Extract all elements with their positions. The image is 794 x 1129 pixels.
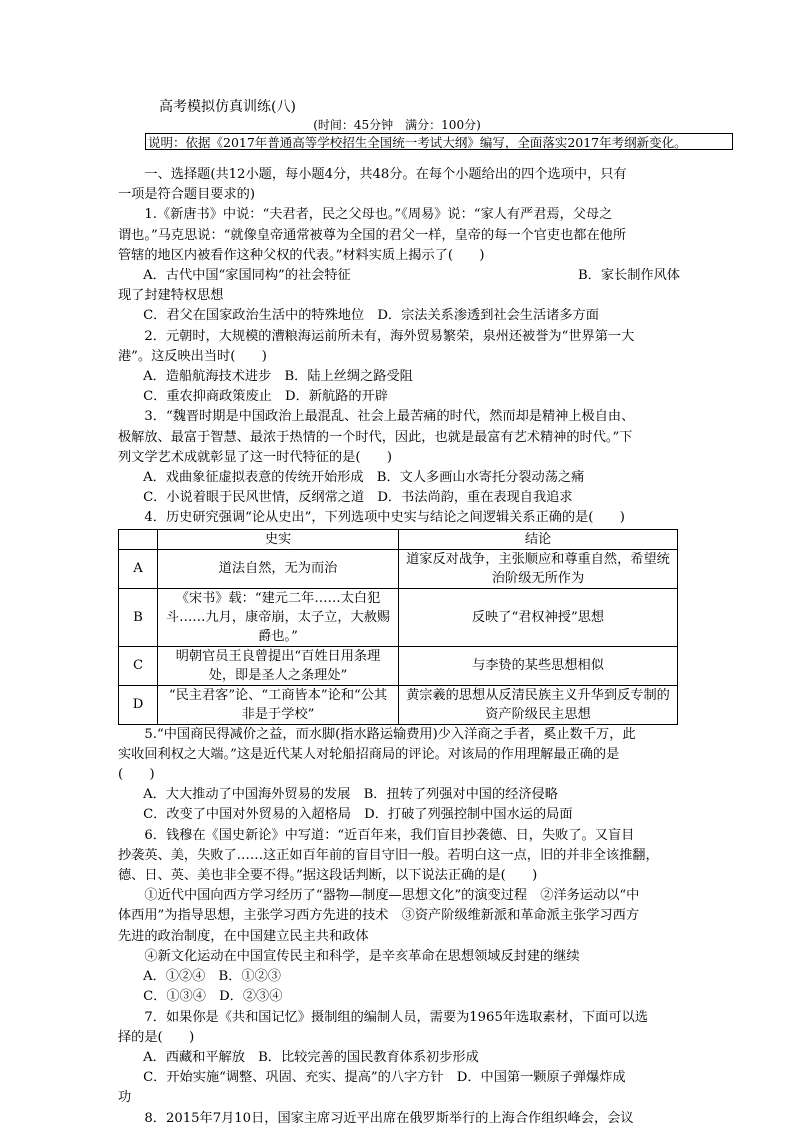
question-2-options-ab: A．造船航海技术进步 B．陆上丝绸之路受阻 <box>143 369 413 385</box>
question-1-stem: 谓也。”马克思说：“就像皇帝通常被尊为全国的君父一样，皇帝的每一个官吏也都在他所 <box>118 227 627 243</box>
row-conclusion: 黄宗羲的思想从反清民族主义升华到反专制的资产阶级民主思想 <box>399 685 678 724</box>
section-intro: 一、选择题(共12小题，每小题4分，共48分。在每个小题给出的四个选项中，只有 <box>144 167 627 182</box>
table-header-row <box>119 529 678 549</box>
question-7-stem: 7．如果你是《共和国记忆》摄制组的编制人员，需要为1965年选取素材，下面可以选 <box>144 1009 648 1025</box>
question-3-stem: 3．“魏晋时期是中国政治上最混乱、社会上最苦痛的时代，然而却是精神上极自由、 <box>144 409 635 425</box>
row-conclusion: 与李贽的某些思想相似 <box>399 646 678 685</box>
row-fact: 《宋书》载：“建元二年……太白犯斗……九月，康帝崩，太子立，大赦赐爵也。” <box>158 588 399 646</box>
question-3-options-ab: A．戏曲象征虚拟表意的传统开始形成 B．文人多画山水寄托分裂动荡之痛 <box>143 470 585 486</box>
row-label: B <box>119 588 158 646</box>
row-fact: 明朝官员王良曾提出“百姓日用条理处，即是圣人之条理处” <box>158 646 399 685</box>
row-conclusion: 道家反对战争，主张顺应和尊重自然，希望统治阶级无所作为 <box>399 549 678 588</box>
row-conclusion: 反映了“君权神授”思想 <box>399 588 678 646</box>
row-fact: “民主君客”论、“工商皆本”论和“公其非是于学校” <box>158 685 399 724</box>
option-b-continued: 现了封建特权思想 <box>118 288 224 304</box>
table-row <box>119 549 678 588</box>
question-5-stem: ( ) <box>118 767 155 783</box>
question-6-options-ab: A．①②④ B．①②③ <box>143 969 281 985</box>
table-header-blank <box>119 529 158 549</box>
question-6-options-cd: C．①③④ D．②③④ <box>143 989 283 1005</box>
question-7-options-continued: 功 <box>118 1090 132 1106</box>
question-3-stem: 列文学艺术成就彰显了这一时代特征的是( ) <box>118 449 393 465</box>
question-6-stem: 抄袭英、美，失败了……这正如百年前的盲目守旧一般。若明白这一点，旧的并非全该推翻， <box>118 847 659 863</box>
row-label: C <box>119 646 158 685</box>
history-table <box>118 529 678 725</box>
question-1-options <box>118 266 680 286</box>
table-row <box>119 588 678 646</box>
section-intro: 一项是符合题目要求的) <box>118 187 256 203</box>
question-5-options-cd: C．改变了中国对外贸易的入超格局 D．打破了列强控制中国水运的局面 <box>143 807 573 823</box>
question-2-options-cd: C．重农抑商政策废止 D．新航路的开辟 <box>143 389 388 405</box>
question-1-stem: 管辖的地区内被看作这种父权的代表。”材料实质上揭示了( ) <box>118 247 485 263</box>
question-6-stem: 德、日、英、美也非全要不得。”据这段话判断，以下说法正确的是( ) <box>118 868 538 884</box>
table-header-fact: 史实 <box>158 529 399 549</box>
row-label: A <box>119 549 158 588</box>
question-6-statement: 体西用”为指导思想，主张学习西方先进的技术 ③资产阶级维新派和革命派主张学习西方 <box>118 908 640 924</box>
question-2-stem: 港”。这反映出当时( ) <box>118 348 267 364</box>
question-1-options-cd: C．君父在国家政治生活中的特殊地位 D．宗法关系渗透到社会生活诸多方面 <box>143 308 599 324</box>
question-3-options-cd: C．小说着眼于民风世情，反纲常之道 D．书法尚韵，重在表现自我追求 <box>143 490 573 506</box>
question-6-statement: ④新文化运动在中国宣传民主和科学，是辛亥革命在思想领域反封建的继续 <box>144 948 580 964</box>
question-6-statement: ①近代中国向西方学习经历了“器物—制度—思想文化”的演变过程 ②洋务运动以“中 <box>144 888 640 904</box>
page-title: 高考模拟仿真训练(八) <box>159 99 296 115</box>
question-1-stem: 1.《新唐书》中说：“夫君者，民之父母也。”《周易》说：“家人有严君焉，父母之 <box>144 207 613 223</box>
question-3-stem: 极解放、最富于智慧、最浓于热情的一个时代，因此，也就是最富有艺术精神的时代。”下 <box>118 429 633 445</box>
table-header-conclusion: 结论 <box>399 529 678 549</box>
question-6-statement: 先进的政治制度，在中国建立民主共和政体 <box>118 928 369 944</box>
question-8-stem: 8．2015年7月10日，国家主席习近平出席在俄罗斯举行的上海合作组织峰会，会议 <box>144 1110 634 1126</box>
row-fact: 道法自然，无为而治 <box>158 549 399 588</box>
table-row <box>119 685 678 724</box>
question-7-options-cd: C．开始实施“调整、巩固、充实、提高”的八字方针 D．中国第一颗原子弹爆炸成 <box>143 1070 626 1086</box>
question-7-options-ab: A．西藏和平解放 B．比较完善的国民教育体系初步形成 <box>143 1049 479 1065</box>
question-2-stem: 2．元朝时，大规模的漕粮海运前所未有，海外贸易繁荣，泉州还被誉为“世界第一大 <box>144 328 635 344</box>
question-5-stem: 5.“中国商民得减价之益，而水脚(指水路运输费用)少入洋商之手者，奚止数千万，此 <box>144 726 636 742</box>
table-row <box>119 646 678 685</box>
question-4-stem: 4．历史研究强调“论从史出”，下列选项中史实与结论之间逻辑关系正确的是( ) <box>144 510 625 526</box>
exam-body <box>118 165 680 1129</box>
question-5-stem: 实收回利权之大端。”这是近代某人对轮船招商局的评论。对该局的作用理解最正确的是 <box>118 746 620 762</box>
option-b: B．家长制作风体 <box>577 268 680 284</box>
question-6-stem: 6．钱穆在《国史新论》中写道：“近百年来，我们盲目抄袭德、日，失败了。又盲目 <box>144 827 635 843</box>
question-7-stem: 择的是( ) <box>118 1029 195 1045</box>
option-a: A．古代中国“家国同构”的社会特征 <box>143 268 351 284</box>
question-5-options-ab: A．大大推动了中国海外贸易的发展 B．扭转了列强对中国的经济侵略 <box>143 787 558 803</box>
exam-note-box: 说明：依据《2017年普通高等学校招生全国统一考试大纲》编写，全面落实2017年考纲新变化。 <box>145 133 733 150</box>
exam-meta: (时间：45分钟 满分：100分) <box>313 118 481 132</box>
row-label: D <box>119 685 158 724</box>
